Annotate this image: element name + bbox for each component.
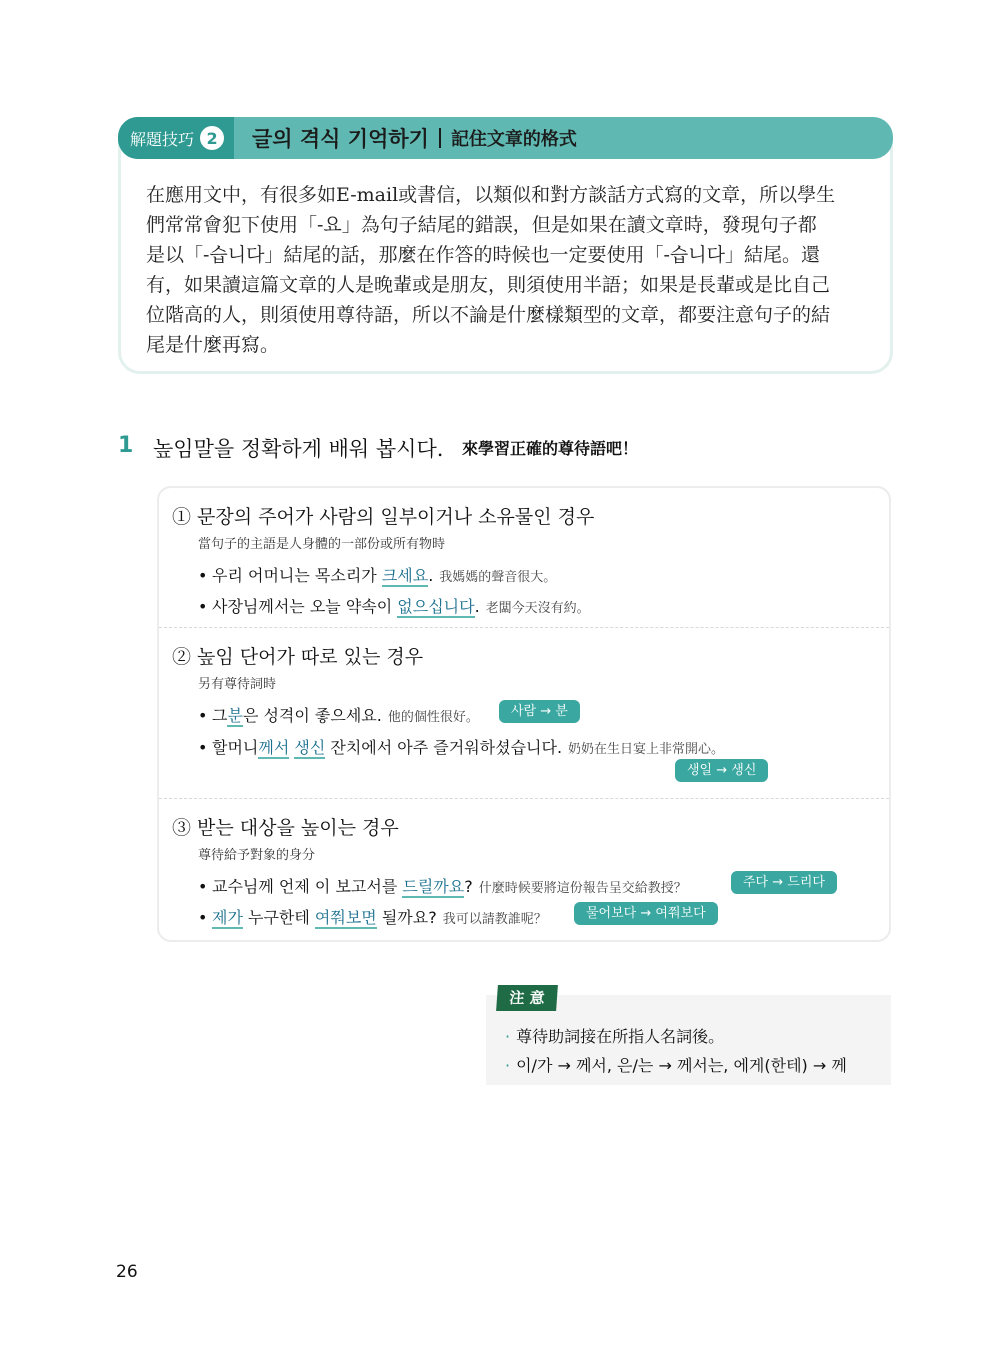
section-divider bbox=[159, 798, 889, 799]
rule-2-heading: ② 높임 단어가 따로 있는 경우 bbox=[172, 646, 424, 668]
example-translation: 奶奶在生日宴上非常開心。 bbox=[568, 742, 725, 757]
bullet: • bbox=[198, 597, 208, 616]
example-text: 잔치에서 아주 즐거워하셨습니다. bbox=[325, 738, 563, 757]
example-text: . bbox=[428, 566, 434, 585]
example-line bbox=[198, 905, 547, 928]
highlighted-word: 께서 bbox=[258, 738, 290, 757]
tip-body-line: 位階高的人，則須使用尊待語，所以不論是什麼樣類型的文章，都要注意句子的結 bbox=[146, 304, 831, 326]
tip-body bbox=[146, 180, 868, 360]
example-translation: 老闆今天沒有約。 bbox=[485, 601, 590, 616]
tip-tag bbox=[118, 117, 234, 159]
example-text: 은 성격이 좋으세요. bbox=[242, 706, 382, 725]
tip-title-korean: 글의 격식 기억하기 bbox=[252, 127, 429, 151]
note-text: 尊待助詞接在所指人名詞後。 bbox=[516, 1027, 725, 1046]
bullet: • bbox=[198, 877, 208, 896]
rule-1-subheading: 當句子的主語是人身體的一部份或所有物時 bbox=[198, 537, 446, 552]
bullet: · bbox=[505, 1027, 511, 1046]
word-change-tag: 주다 → 드리다 bbox=[731, 871, 837, 894]
highlighted-word: 분 bbox=[227, 706, 243, 725]
note-line bbox=[505, 1053, 847, 1076]
bullet: · bbox=[505, 1056, 511, 1075]
bullet: • bbox=[198, 908, 208, 927]
exercise-title-korean: 높임말을 정확하게 배워 봅시다. bbox=[153, 437, 444, 461]
bullet: • bbox=[198, 706, 208, 725]
example-text: . bbox=[474, 597, 480, 616]
tip-body-line: 是以「-습니다」結尾的話，那麼在作答的時候也一定要使用「-습니다」結尾。還 bbox=[146, 244, 820, 266]
word-change-tag: 사람 → 분 bbox=[499, 700, 580, 723]
example-text: ? bbox=[464, 877, 473, 896]
tip-body-line: 尾是什麼再寫。 bbox=[146, 334, 280, 356]
rule-2-subheading: 另有尊待詞時 bbox=[198, 677, 277, 692]
tip-body-line: 們常常會犯下使用「-요」為句子結尾的錯誤，但是如果在讀文章時，發現句子都 bbox=[146, 214, 817, 236]
example-text: 할머니 bbox=[212, 738, 259, 757]
example-text: 될까요? bbox=[376, 908, 437, 927]
example-text: 누구한테 bbox=[242, 908, 315, 927]
tip-tag-label: 解題技巧 bbox=[130, 129, 195, 149]
highlighted-word: 여쭤보면 bbox=[314, 908, 377, 927]
example-text: 교수님께 언제 이 보고서를 bbox=[212, 877, 403, 896]
example-line bbox=[198, 735, 724, 758]
highlighted-word: 제가 bbox=[212, 908, 243, 927]
rule-3-subheading: 尊待給予對象的身分 bbox=[198, 848, 316, 863]
rule-1-heading: ① 문장의 주어가 사람의 일부이거나 소유물인 경우 bbox=[172, 506, 595, 528]
bullet: • bbox=[198, 738, 208, 757]
word-change-tag: 생일 → 생신 bbox=[675, 759, 768, 782]
example-line bbox=[198, 563, 556, 586]
example-translation: 什麼時候要將這份報告呈交給教授？ bbox=[478, 881, 687, 896]
tip-number-badge: 2 bbox=[200, 126, 224, 150]
highlighted-word: 생신 bbox=[294, 738, 326, 757]
example-text: 사장님께서는 오늘 약속이 bbox=[212, 597, 398, 616]
rule-3-heading: ③ 받는 대상을 높이는 경우 bbox=[172, 817, 399, 839]
tip-header bbox=[118, 117, 893, 159]
title-divider bbox=[439, 128, 441, 148]
example-line bbox=[198, 594, 590, 617]
example-line bbox=[198, 703, 479, 726]
example-translation: 我可以請教誰呢？ bbox=[442, 912, 547, 927]
word-change-tag: 물어보다 → 여쭤보다 bbox=[574, 902, 718, 925]
page-number: 26 bbox=[116, 1262, 138, 1282]
example-line bbox=[198, 874, 687, 897]
highlighted-word: 없으십니다 bbox=[397, 597, 475, 616]
note-text: 이/가 → 께서, 은/는 → 께서는, 에게(한테) → 께 bbox=[516, 1056, 847, 1075]
note-line bbox=[505, 1024, 724, 1047]
highlighted-word: 드릴까요 bbox=[402, 877, 465, 896]
example-translation: 他的個性很好。 bbox=[387, 710, 479, 725]
bullet: • bbox=[198, 566, 208, 585]
tip-body-line: 在應用文中，有很多如E-mail或書信，以類似和對方談話方式寫的文章，所以學生 bbox=[146, 184, 836, 206]
exercise-title-chinese: 來學習正確的尊待語吧！ bbox=[462, 439, 639, 458]
exercise-number: 1 bbox=[118, 433, 134, 458]
example-text: 그 bbox=[212, 706, 228, 725]
tip-body-line: 有，如果讀這篇文章的人是晚輩或是朋友，則須使用半語；如果是長輩或是比自己 bbox=[146, 274, 831, 296]
note-label: 注 意 bbox=[496, 985, 558, 1011]
highlighted-word: 크세요 bbox=[381, 566, 429, 585]
example-text: 우리 어머니는 목소리가 bbox=[212, 566, 382, 585]
section-divider bbox=[159, 627, 889, 628]
example-translation: 我媽媽的聲音很大。 bbox=[439, 570, 557, 585]
tip-title-chinese: 記住文章的格式 bbox=[450, 129, 577, 150]
